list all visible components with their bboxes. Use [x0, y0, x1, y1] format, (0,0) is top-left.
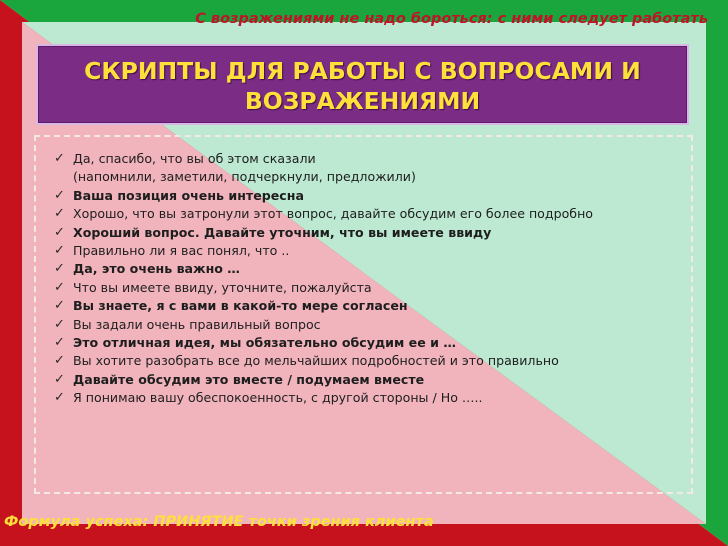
- title-line-1: СКРИПТЫ ДЛЯ РАБОТЫ С ВОПРОСАМИ И: [84, 57, 641, 85]
- footer-banner: Формула успеха: ПРИНЯТИЕ точки зрения клиента: [4, 514, 434, 530]
- title-box: [36, 44, 689, 125]
- list-item: [54, 260, 691, 278]
- list-item: [54, 187, 691, 205]
- header-banner: С возражениями не надо бороться: с ними следует работать: [195, 11, 708, 27]
- list-item: [54, 150, 691, 168]
- list-item: [54, 316, 691, 334]
- list-item: [54, 352, 691, 370]
- list-item-text: Вы задали очень правильный вопрос: [73, 316, 321, 332]
- list-item-text: Давайте обсудим это вместе / подумаем вместе: [73, 371, 425, 387]
- checkmark-icon: ✓: [54, 371, 65, 387]
- checkmark-icon: ✓: [54, 390, 65, 406]
- page-title: [38, 56, 687, 116]
- list-item-text: Вы знаете, я с вами в какой-то мере согласен: [73, 298, 408, 314]
- list-item: [54, 297, 691, 315]
- list-item: [54, 371, 691, 389]
- checkmark-icon: ✓: [54, 224, 65, 240]
- list-item-text: Я понимаю вашу обеспокоенность, с другой стороны / Но …..: [73, 390, 483, 406]
- checkmark-icon: ✓: [54, 261, 65, 277]
- checkmark-icon: ✓: [54, 353, 65, 369]
- list-item: [54, 224, 691, 242]
- list-item-text: Да, спасибо, что вы об этом сказали: [73, 151, 316, 166]
- list-item: [54, 389, 691, 407]
- bullet-list: [36, 137, 691, 408]
- list-item: [54, 242, 691, 260]
- checkmark-icon: ✓: [54, 279, 65, 295]
- list-item-text: Да, это очень важно …: [73, 261, 240, 277]
- list-item-text: (напомнили, заметили, подчеркнули, предложили): [73, 169, 416, 185]
- list-item: [54, 168, 691, 186]
- list-item-text: Вы хотите разобрать все до мельчайших подробностей и это правильно: [73, 353, 559, 369]
- title-line-2: ВОЗРАЖЕНИЯМИ: [244, 87, 481, 115]
- checkmark-icon: ✓: [54, 298, 65, 314]
- list-item-text: Что вы имеете ввиду, уточните, пожалуйста: [73, 279, 372, 295]
- list-item: [54, 205, 691, 223]
- checkmark-icon: ✓: [54, 243, 65, 259]
- checkmark-icon: ✓: [54, 316, 65, 332]
- list-item-text: Ваша позиция очень интересна: [73, 187, 304, 203]
- list-item-text: Хорошо, что вы затронули этот вопрос, давайте обсудим его более подробно: [73, 206, 594, 222]
- checkmark-icon: ✓: [54, 206, 65, 222]
- list-item: [54, 334, 691, 352]
- list-item-text: Хороший вопрос. Давайте уточним, что вы имеете ввиду: [73, 224, 492, 240]
- list-item-text: Правильно ли я вас понял, что ..: [73, 243, 290, 259]
- checkmark-icon: ✓: [54, 187, 65, 203]
- checkmark-icon: ✓: [54, 151, 65, 166]
- content-box: [34, 135, 693, 494]
- list-item: [54, 279, 691, 297]
- list-item-text: Это отличная идея, мы обязательно обсудим ее и …: [73, 335, 456, 351]
- checkmark-icon: ✓: [54, 335, 65, 351]
